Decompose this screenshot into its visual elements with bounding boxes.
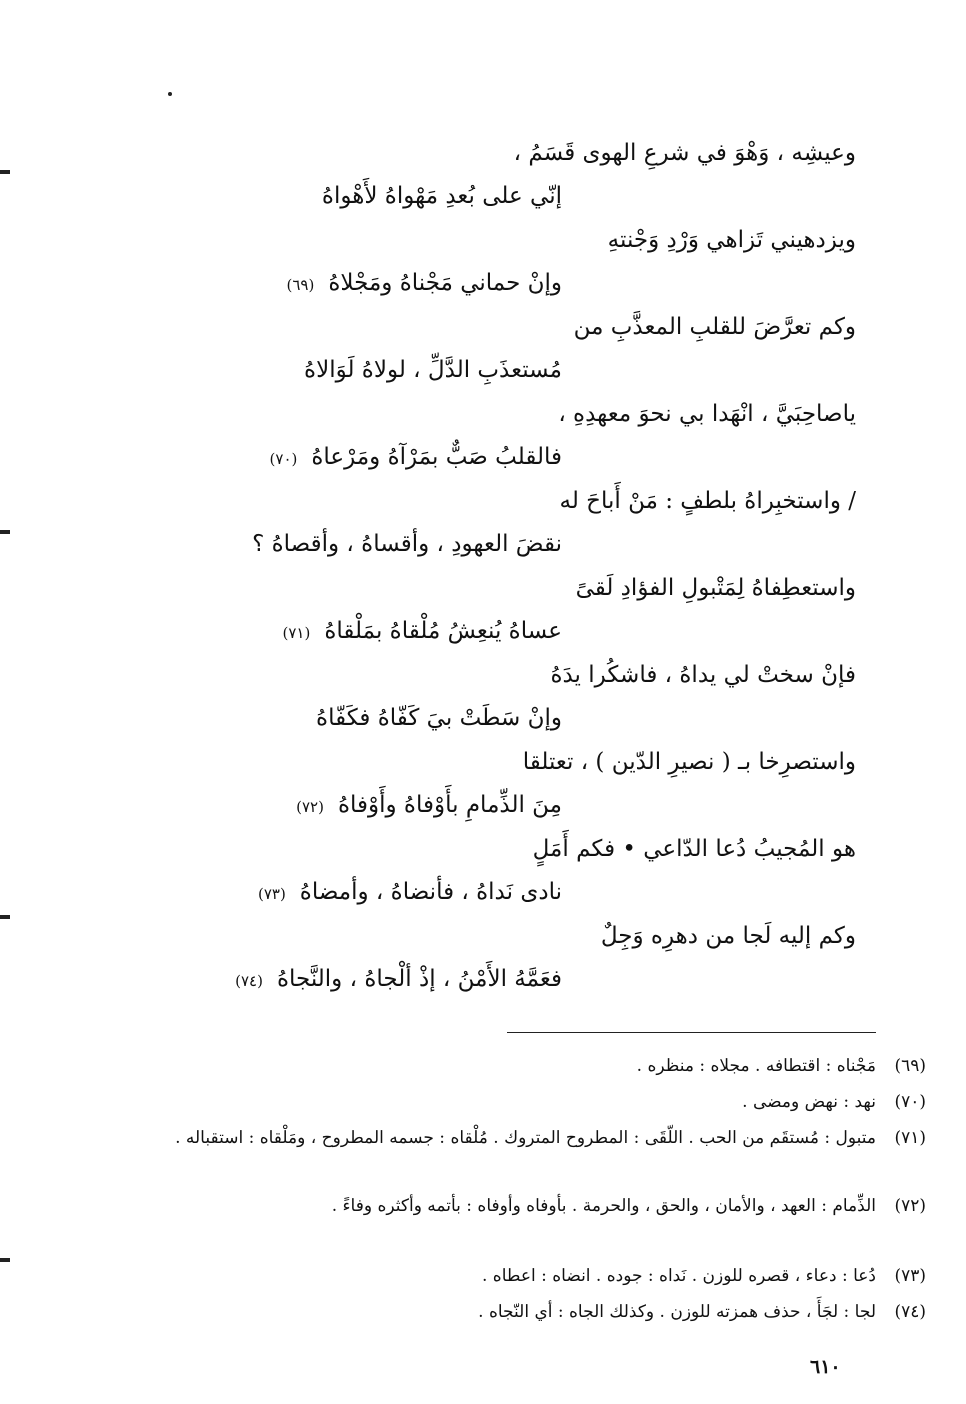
footnote [136,1086,926,1119]
footnote [136,1190,926,1223]
footnote-number: (٧٠) [894,1092,926,1112]
footnote-text: الذِّمام : العهد ، والأمان ، والحق ، والحرمة . بأوفاه وأوفاه : بأتمه وأكثره وفاءً . [331,1196,876,1216]
page-number: ٦١٠ [810,1356,841,1378]
footnote-number: (٦٩) [894,1056,926,1076]
page-speck [168,92,172,96]
footnote [136,1122,926,1155]
verse-4-first-hemistich: ياصاحِبَيَّ ، انْهَدا بي نحوَ معهدِهِ ، [558,401,856,427]
edge-mark [0,170,10,174]
verse-7-first-hemistich: فإنْ سختْ لي يداهُ ، فاشكُرا يدَهُ [550,662,856,688]
footnote [136,1050,926,1083]
verse-5-second-hemistich: نقضَ العهودِ ، وأقساهُ ، وأقصاهُ ؟ [252,531,562,557]
footnote-text: لجا : لجَأَ ، حذف همزته للوزن . وكذلك الجاه : أي النّجاه . [478,1302,876,1322]
verse-5-first-hemistich: / واستخبِراهُ بلطفٍ : مَنْ أَباحَ له [559,488,856,514]
edge-mark [0,530,10,534]
verse-3-second-hemistich: مُستعذَبِ الدَّلِّ ، لولاهُ لَوَالاهُ [304,357,562,383]
verse-number: (٧٤) [235,972,263,990]
verse-10-first-hemistich: وكم إليه لَجا من دهرِه وَجِلٌ [600,923,856,949]
footnote-number: (٧٢) [894,1196,926,1216]
footnote [136,1296,926,1329]
footnote-text: دُعا : دعاء ، قصره للوزن . نَداه : جوده . انضاه : اعطاه . [482,1266,876,1286]
verse-7-second-hemistich: وإنْ سَطَتْ بيَ كَفّاهُ فكَفّاهُ [316,705,562,731]
footnote-separator [507,1032,876,1033]
verse-number: (٦٩) [286,276,315,294]
verse-3-first-hemistich: وكم تعرَّضَ للقلبِ المعذَّبِ من [573,314,856,340]
verse-9-second-hemistich: نادى نَداهُ ، فأنضاهُ ، وأمضاهُ(٧٣) [257,879,562,905]
verse-1-second-hemistich: إنّي على بُعدِ مَهْواهُ لأَهْواهُ [321,183,562,209]
footnote-number: (٧٣) [894,1266,926,1286]
verse-number: (٧٠) [269,450,298,468]
verse-8-second-hemistich: مِنَ الذِّمامِ بأَوْفاهُ وأَوْفاهُ(٧٢) [296,792,562,818]
verse-1-first-hemistich: وعيشِه ، وَهْوَ في شرعِ الهوى قَسَمُ ، [513,140,856,166]
verse-10-second-hemistich: فعَمَّهُ الأَمْنُ ، إذْ ألْجاهُ ، والنَّجاهُ(٧٤) [235,966,562,992]
verse-9-first-hemistich: هو المُجيبُ دُعا الدّاعي • فكم أَمَلٍ [532,836,856,862]
verse-6-first-hemistich: واستعطِفاهُ لِمَتْبولِ الفؤادِ لَقىً [575,575,856,601]
verse-4-second-hemistich: فالقلبُ صَبٌّ بمَرْآهُ ومَرْعاهُ(٧٠) [269,444,562,470]
verse-number: (٧٣) [257,885,286,903]
edge-mark [0,1258,10,1262]
footnote-number: (٧٤) [894,1302,926,1322]
footnote-text: نهد : نهض ومضى . [742,1092,876,1112]
footnote-text: مَجْناه : اقتطافه . مجلاه : منظره . [636,1056,876,1076]
verse-number: (٧١) [282,624,311,642]
verse-2-first-hemistich: ويزدهيني تَزاهي وَرْدِ وَجْنتهِ [607,227,856,253]
footnote [136,1260,926,1293]
verse-6-second-hemistich: عساهُ يُنعِشُ مُلْقاهُ بمَلْقاهُ(٧١) [282,618,562,644]
footnote-number: (٧١) [894,1128,926,1148]
edge-mark [0,915,10,919]
verse-2-second-hemistich: وإنْ حماني مَجْناهُ ومَجْلاهُ(٦٩) [286,270,562,296]
verse-number: (٧٢) [296,798,324,816]
footnote-text: متبول : مُستقَم من الحب . اللّقَى : المطروح المتروك . مُلْقاه : جسمه المطروح ، ومَلْقاه : استقباله . [175,1128,876,1148]
verse-8-first-hemistich: واستصرِخا بـ ( نصيرِ الدّين ) ، تعتلقا [522,749,856,775]
